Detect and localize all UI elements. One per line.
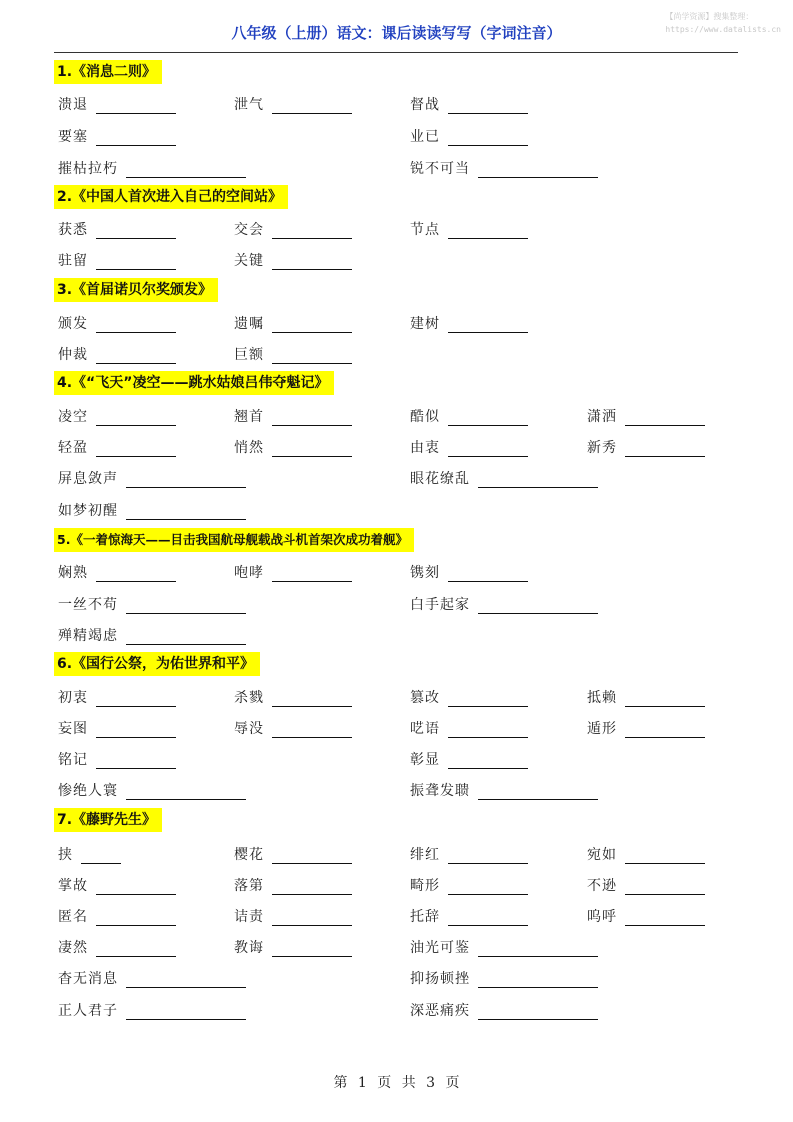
vocab-word: 由衷 — [410, 440, 440, 456]
page-title: 八年级（上册）语文：课后读读写写（字词注音） — [231, 24, 562, 42]
vocab-entry — [410, 780, 598, 800]
answer-blank[interactable] — [448, 911, 528, 926]
answer-blank[interactable] — [448, 880, 528, 895]
vocab-word: 溃退 — [58, 97, 88, 113]
answer-blank[interactable] — [81, 849, 121, 864]
answer-blank[interactable] — [625, 692, 705, 707]
vocab-word: 如梦初醒 — [58, 503, 118, 519]
vocab-entry — [234, 718, 352, 738]
vocab-word: 镌刻 — [410, 565, 440, 581]
vocab-entry — [58, 875, 176, 895]
vocab-word: 樱花 — [234, 847, 264, 863]
vocab-entry — [410, 594, 598, 614]
vocab-entry — [410, 875, 528, 895]
vocab-entry — [234, 406, 352, 426]
answer-blank[interactable] — [448, 131, 528, 146]
answer-blank[interactable] — [448, 723, 528, 738]
vocab-entry — [58, 406, 176, 426]
vocab-word: 泄气 — [234, 97, 264, 113]
vocab-word: 一丝不苟 — [58, 597, 118, 613]
vocab-entry — [58, 780, 246, 800]
answer-blank[interactable] — [272, 567, 352, 582]
vocab-entry — [234, 437, 352, 457]
vocab-word: 建树 — [410, 316, 440, 332]
vocab-entry — [58, 844, 121, 864]
vocab-word: 业已 — [410, 129, 440, 145]
vocab-entry — [410, 468, 598, 488]
header-rule — [54, 52, 738, 53]
vocab-entry — [58, 562, 176, 582]
vocab-word: 白手起家 — [410, 597, 470, 613]
vocab-entry — [234, 219, 352, 239]
vocab-word: 深恶痛疾 — [410, 1003, 470, 1019]
vocab-entry — [58, 687, 176, 707]
answer-blank[interactable] — [272, 318, 352, 333]
answer-blank[interactable] — [448, 442, 528, 457]
vocab-word: 匿名 — [58, 909, 88, 925]
vocab-word: 掌故 — [58, 878, 88, 894]
vocab-word: 惨绝人寰 — [58, 783, 118, 799]
vocab-entry — [58, 437, 176, 457]
vocab-entry — [410, 968, 598, 988]
answer-blank[interactable] — [272, 442, 352, 457]
answer-blank[interactable] — [96, 692, 176, 707]
vocab-entry — [58, 250, 176, 270]
vocab-entry — [410, 718, 528, 738]
answer-blank[interactable] — [96, 754, 176, 769]
answer-blank[interactable] — [126, 163, 246, 178]
vocab-entry — [410, 94, 528, 114]
vocab-word: 抵赖 — [587, 690, 617, 706]
answer-blank[interactable] — [448, 849, 528, 864]
answer-blank[interactable] — [448, 318, 528, 333]
answer-blank[interactable] — [96, 567, 176, 582]
vocab-entry — [58, 468, 246, 488]
vocab-word: 颁发 — [58, 316, 88, 332]
vocab-entry — [58, 158, 246, 178]
answer-blank[interactable] — [96, 911, 176, 926]
vocab-entry — [234, 344, 352, 364]
vocab-entry — [410, 749, 528, 769]
answer-blank[interactable] — [625, 442, 705, 457]
vocab-word: 眼花缭乱 — [410, 471, 470, 487]
vocab-entry — [410, 219, 528, 239]
section-heading-1: 1.《消息二则》 — [54, 60, 162, 84]
vocab-entry — [58, 749, 176, 769]
answer-blank[interactable] — [126, 599, 246, 614]
answer-blank[interactable] — [96, 880, 176, 895]
vocab-word: 驻留 — [58, 253, 88, 269]
answer-blank[interactable] — [478, 973, 598, 988]
vocab-word: 关键 — [234, 253, 264, 269]
vocab-word: 娴熟 — [58, 565, 88, 581]
vocab-entry — [58, 500, 246, 520]
vocab-word: 挟 — [58, 847, 73, 863]
answer-blank[interactable] — [478, 785, 598, 800]
vocab-word: 悄然 — [234, 440, 264, 456]
vocab-word: 殚精竭虑 — [58, 628, 118, 644]
vocab-entry — [410, 687, 528, 707]
vocab-entry — [587, 406, 705, 426]
vocab-word: 呜呼 — [587, 909, 617, 925]
vocab-word: 畸形 — [410, 878, 440, 894]
vocab-entry — [587, 875, 705, 895]
answer-blank[interactable] — [478, 942, 598, 957]
vocab-entry — [234, 844, 352, 864]
answer-blank[interactable] — [625, 411, 705, 426]
answer-blank[interactable] — [625, 723, 705, 738]
answer-blank[interactable] — [126, 973, 246, 988]
section-heading-4: 4.《“飞天”凌空——跳水姑娘吕伟夺魁记》 — [54, 371, 334, 395]
answer-blank[interactable] — [272, 723, 352, 738]
vocab-word: 正人君子 — [58, 1003, 118, 1019]
answer-blank[interactable] — [126, 473, 246, 488]
vocab-word: 杳无消息 — [58, 971, 118, 987]
vocab-word: 托辞 — [410, 909, 440, 925]
vocab-word: 节点 — [410, 222, 440, 238]
vocab-entry — [58, 313, 176, 333]
vocab-entry — [58, 219, 176, 239]
answer-blank[interactable] — [272, 880, 352, 895]
answer-blank[interactable] — [126, 505, 246, 520]
vocab-entry — [410, 437, 528, 457]
answer-blank[interactable] — [126, 785, 246, 800]
vocab-word: 彰显 — [410, 752, 440, 768]
answer-blank[interactable] — [625, 849, 705, 864]
watermark-source: 【尚学资源】搜集整理： — [665, 12, 754, 21]
answer-blank[interactable] — [448, 224, 528, 239]
vocab-word: 落第 — [234, 878, 264, 894]
vocab-entry — [58, 718, 176, 738]
vocab-word: 屏息敛声 — [58, 471, 118, 487]
vocab-entry — [58, 906, 176, 926]
vocab-entry — [587, 718, 705, 738]
vocab-word: 督战 — [410, 97, 440, 113]
vocab-entry — [234, 875, 352, 895]
vocab-entry — [234, 94, 352, 114]
vocab-word: 咆哮 — [234, 565, 264, 581]
vocab-word: 酷似 — [410, 409, 440, 425]
vocab-word: 铭记 — [58, 752, 88, 768]
answer-blank[interactable] — [478, 163, 598, 178]
vocab-word: 妄图 — [58, 721, 88, 737]
answer-blank[interactable] — [448, 754, 528, 769]
vocab-word: 要塞 — [58, 129, 88, 145]
vocab-entry — [410, 844, 528, 864]
answer-blank[interactable] — [272, 911, 352, 926]
vocab-word: 宛如 — [587, 847, 617, 863]
answer-blank[interactable] — [272, 692, 352, 707]
answer-blank[interactable] — [272, 224, 352, 239]
vocab-entry — [410, 313, 528, 333]
vocab-entry — [58, 344, 176, 364]
vocab-entry — [234, 250, 352, 270]
vocab-entry — [58, 126, 176, 146]
answer-blank[interactable] — [96, 942, 176, 957]
answer-blank[interactable] — [272, 349, 352, 364]
vocab-entry — [587, 844, 705, 864]
answer-blank[interactable] — [478, 599, 598, 614]
answer-blank[interactable] — [448, 411, 528, 426]
vocab-entry — [410, 158, 598, 178]
vocab-entry — [410, 906, 528, 926]
answer-blank[interactable] — [96, 318, 176, 333]
vocab-entry — [58, 594, 246, 614]
answer-blank[interactable] — [96, 442, 176, 457]
answer-blank[interactable] — [448, 692, 528, 707]
vocab-word: 遁形 — [587, 721, 617, 737]
vocab-word: 绯红 — [410, 847, 440, 863]
answer-blank[interactable] — [96, 349, 176, 364]
answer-blank[interactable] — [478, 473, 598, 488]
vocab-entry — [58, 937, 176, 957]
vocab-word: 锐不可当 — [410, 161, 470, 177]
watermark-url: https://www.datalists.cn — [665, 25, 781, 34]
vocab-word: 初衷 — [58, 690, 88, 706]
vocab-word: 遗嘱 — [234, 316, 264, 332]
answer-blank[interactable] — [625, 911, 705, 926]
vocab-entry — [58, 94, 176, 114]
answer-blank[interactable] — [272, 849, 352, 864]
vocab-word: 诘责 — [234, 909, 264, 925]
vocab-entry — [587, 437, 705, 457]
vocab-word: 摧枯拉朽 — [58, 161, 118, 177]
answer-blank[interactable] — [272, 942, 352, 957]
answer-blank[interactable] — [126, 1005, 246, 1020]
vocab-word: 篡改 — [410, 690, 440, 706]
vocab-entry — [234, 687, 352, 707]
section-heading-7: 7.《藤野先生》 — [54, 808, 162, 832]
answer-blank[interactable] — [272, 255, 352, 270]
vocab-entry — [58, 1000, 246, 1020]
vocab-word: 巨额 — [234, 347, 264, 363]
answer-blank[interactable] — [96, 131, 176, 146]
vocab-word: 仲裁 — [58, 347, 88, 363]
section-heading-2: 2.《中国人首次进入自己的空间站》 — [54, 185, 288, 209]
vocab-entry — [58, 625, 246, 645]
vocab-word: 交会 — [234, 222, 264, 238]
section-heading-3: 3.《首届诺贝尔奖颁发》 — [54, 278, 218, 302]
vocab-word: 抑扬顿挫 — [410, 971, 470, 987]
answer-blank[interactable] — [272, 411, 352, 426]
watermark — [665, 10, 781, 36]
vocab-entry — [410, 406, 528, 426]
vocab-word: 新秀 — [587, 440, 617, 456]
vocab-word: 杀戮 — [234, 690, 264, 706]
page-number: 第 1 页 共 3 页 — [333, 1075, 460, 1091]
vocab-entry — [234, 562, 352, 582]
vocab-entry — [234, 313, 352, 333]
answer-blank[interactable] — [96, 224, 176, 239]
answer-blank[interactable] — [96, 723, 176, 738]
answer-blank[interactable] — [96, 411, 176, 426]
vocab-entry — [410, 562, 528, 582]
vocab-word: 潇洒 — [587, 409, 617, 425]
vocab-word: 凌空 — [58, 409, 88, 425]
answer-blank[interactable] — [272, 99, 352, 114]
vocab-entry — [587, 687, 705, 707]
vocab-entry — [410, 937, 598, 957]
vocab-word: 呓语 — [410, 721, 440, 737]
vocab-word: 油光可鉴 — [410, 940, 470, 956]
answer-blank[interactable] — [96, 99, 176, 114]
section-heading-5: 5.《一着惊海天——目击我国航母舰载战斗机首架次成功着舰》 — [54, 528, 414, 552]
answer-blank[interactable] — [126, 630, 246, 645]
vocab-word: 轻盈 — [58, 440, 88, 456]
answer-blank[interactable] — [478, 1005, 598, 1020]
answer-blank[interactable] — [96, 255, 176, 270]
vocab-word: 不逊 — [587, 878, 617, 894]
answer-blank[interactable] — [625, 880, 705, 895]
vocab-entry — [58, 968, 246, 988]
vocab-entry — [587, 906, 705, 926]
vocab-word: 翘首 — [234, 409, 264, 425]
answer-blank[interactable] — [448, 99, 528, 114]
vocab-word: 教诲 — [234, 940, 264, 956]
vocab-entry — [410, 1000, 598, 1020]
vocab-entry — [410, 126, 528, 146]
vocab-word: 凄然 — [58, 940, 88, 956]
vocab-word: 获悉 — [58, 222, 88, 238]
vocab-entry — [234, 937, 352, 957]
answer-blank[interactable] — [448, 567, 528, 582]
vocab-word: 辱没 — [234, 721, 264, 737]
section-heading-6: 6.《国行公祭，为佑世界和平》 — [54, 652, 260, 676]
vocab-word: 振聋发聩 — [410, 783, 470, 799]
vocab-entry — [234, 906, 352, 926]
